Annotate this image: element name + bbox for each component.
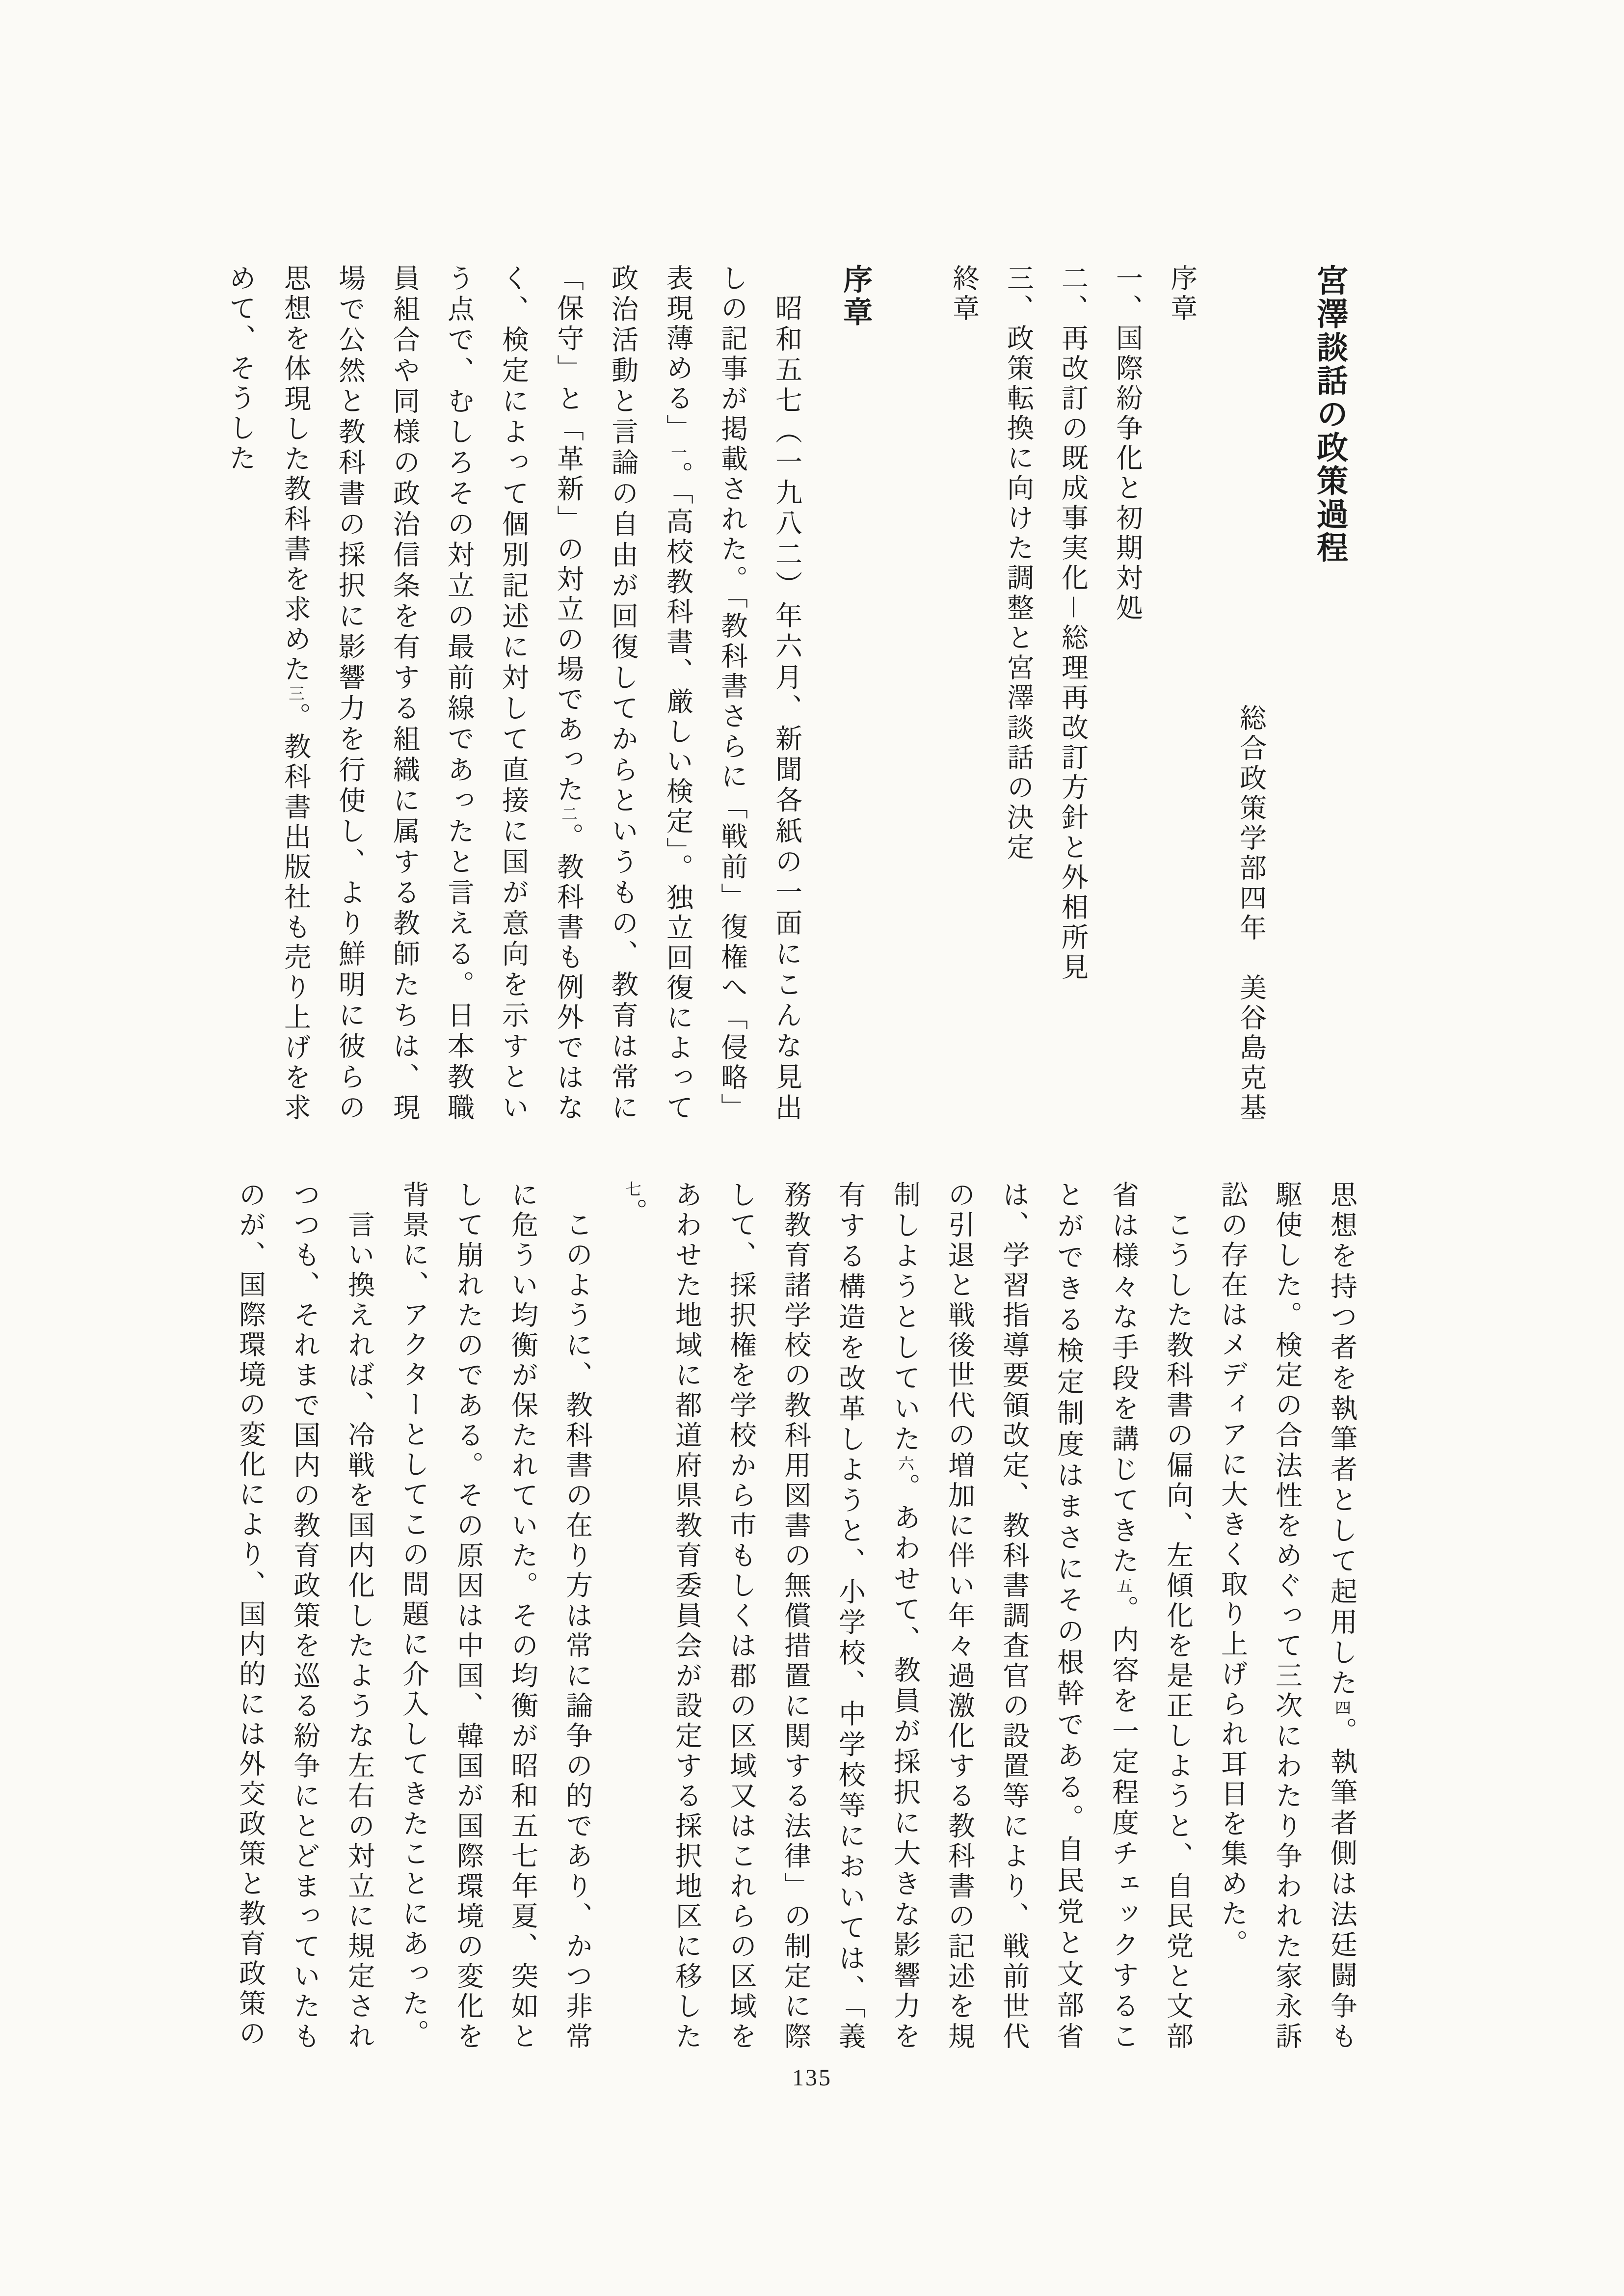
upper-text-band <box>225 264 1361 1124</box>
note-marker: 七 <box>623 1181 640 1198</box>
author-line: 総合政策学部四年 美谷島克基 <box>1236 704 1266 1123</box>
text-segment: 。教科書出版社も売り上げを求めて、そうした <box>225 264 310 1123</box>
note-marker: 三 <box>286 685 304 702</box>
text-segment: 。 <box>617 1198 647 1228</box>
toc-item: 二、再改訂の既成事実化－総理再改訂方針と外相所見 <box>1058 264 1088 983</box>
toc-item: 終章 <box>949 264 979 324</box>
text-segment: 昭和五七（一九八二）年六月、新聞各紙の一面にこんな見出しの記事が掲載された。「教科書さらに「戦前」復権へ「侵略」表現薄める」 <box>663 264 801 1123</box>
paragraph <box>1205 1181 1369 2052</box>
text-segment: 言い換えれば、冷戦を国内化したような左右の対立に規定されつつも、それまで国内の教育政策を巡る紛争にとどまっていたものが、国際環境の変化により、国内的には外交政策と教育政策の <box>235 1181 374 2052</box>
note-marker: 二 <box>559 805 577 823</box>
text-segment: このように、教科書の在り方は常に論争の的であり、かつ非常に危うい均衡が保たれていた。その均衡が昭和五七年夏、突如として崩れたのである。その原因は中国、韓国が国際環境の変化を背景に、アクターとしてこの問題に介入してきたことにあった。 <box>399 1181 592 2052</box>
text-segment: 。あわせて、教員が採択に大きな影響力を有する構造を改革しようと、小学校、中学校等においては、「義務教育諸学校の教科用図書の無償措置に関する法律」の制定に際して、採択権を学校から市もしくは郡の区域又はこれらの区域をあわせた地域に都道府県教育委員会が設定する採択地区に移した <box>671 1181 920 2053</box>
toc-item: 序章 <box>1167 264 1197 324</box>
toc-item: 一、国際紛争化と初期対処 <box>1112 264 1142 623</box>
continuation-body <box>223 1181 1369 2052</box>
note-marker: 一 <box>668 444 686 461</box>
page-number: 135 <box>792 2065 832 2091</box>
section-heading-intro: 序章 <box>839 264 872 329</box>
text-segment: 思想を持つ者を執筆者として起用した <box>1327 1181 1357 1700</box>
text-segment: こうした教科書の偏向、左傾化を是正しようと、自民党と文部省は様々な手段を講じてきた <box>1108 1181 1193 2052</box>
intro-body <box>213 264 814 1123</box>
paragraph <box>223 1181 386 2052</box>
text-segment: 。執筆者側は法廷闘争も駆使した。検定の合法性をめぐって三次にわたり争われた家永訴訟の存在はメディアに大きく取り上げられ耳目を集めた。 <box>1217 1181 1357 2053</box>
note-marker: 四 <box>1332 1699 1350 1717</box>
note-marker: 五 <box>1114 1577 1132 1595</box>
text-segment: 。教科書も例外ではなく、検定によって個別記述に対して直接に国が意向を示すという点で、むしろその対立の最前線であったと言える。日本教職員組合や同様の政治信条を有する組織に属する教師たちは、現場で公然と教科書の採択に影響力を行使し、より鮮明に彼らの思想を体現した教科書を求めた <box>280 264 583 1123</box>
note-marker: 六 <box>896 1455 913 1473</box>
toc-item: 三、政策転換に向けた調整と宮澤談話の決定 <box>1003 264 1033 863</box>
paragraph <box>386 1181 604 2052</box>
paragraph <box>604 1181 1205 2052</box>
table-of-contents <box>936 264 1209 1123</box>
paper-title: 宮澤談話の政策過程 <box>1312 264 1347 565</box>
text-segment: 。内容を一定程度チェックすることができる検定制度はまさにその根幹である。自民党と文部省は、学習指導要領改定、教科書調査官の設置等により、戦前世代の引退と戦後世代の増加に伴い年々過激化する教科書の記述を規制しようとしていた <box>890 1181 1138 2053</box>
text-segment: 。「高校教科書、厳しい検定」。独立回復によって政治活動と言論の自由が回復してからというもの、教育は常に「保守」と「革新」の対立の場であった <box>553 264 692 1124</box>
lower-text-band <box>235 1181 1369 2053</box>
paragraph <box>213 264 814 1123</box>
